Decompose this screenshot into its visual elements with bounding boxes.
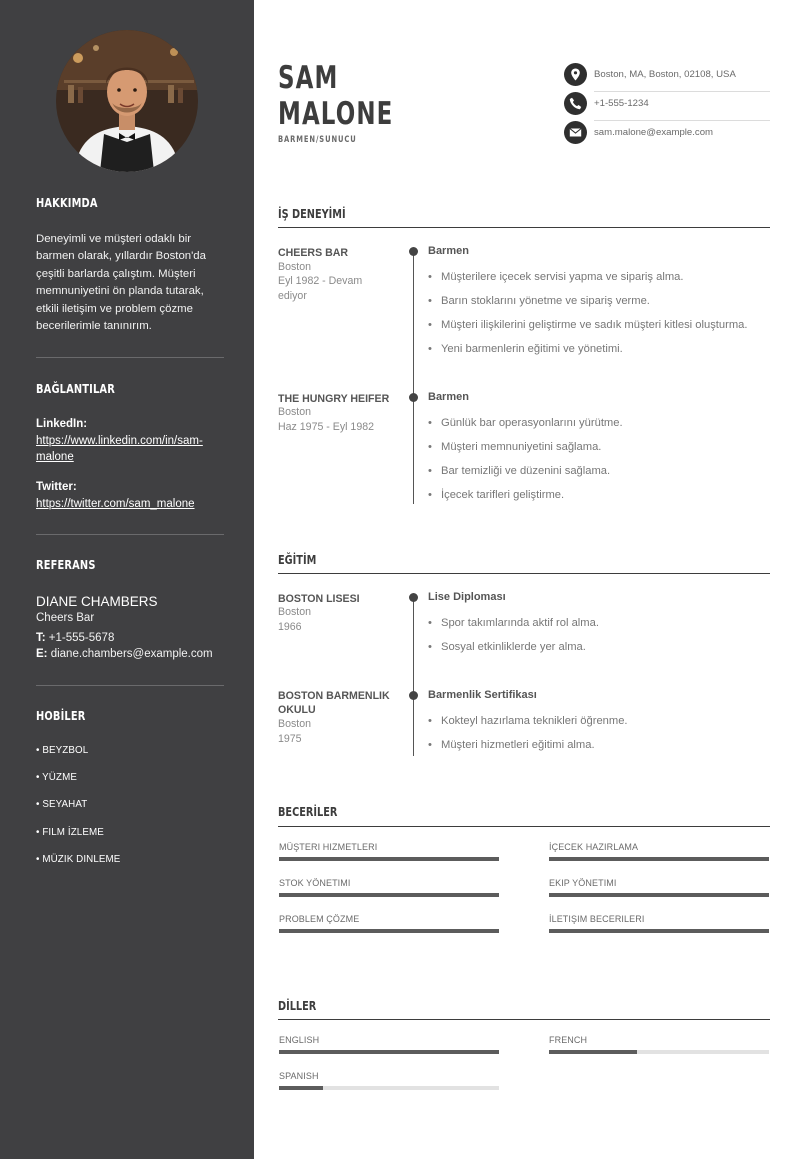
hobby-item: • YÜZME <box>36 772 77 783</box>
about-text: Deneyimli ve müşteri odaklı bir barmen olarak, yıllardır Boston'da çeşitli barlarda çalıştım. Müşteri memnuniyetini ön planda tutarak, etkili iletişim ve problem çözme becerilerimle tanınırım. <box>36 233 206 333</box>
timeline-dot <box>409 247 418 256</box>
language-bar <box>549 1050 769 1054</box>
hobby-item: • BEYZBOL <box>36 745 89 756</box>
employment-dates: Eyl 1982 - Devam ediyor <box>278 275 363 302</box>
language-bar <box>279 1050 499 1054</box>
first-name: SAM <box>278 60 339 96</box>
divider <box>36 534 224 535</box>
skill-label: MÜŞTERI HIZMETLERI <box>279 842 378 852</box>
hobbies-heading: HOBİLER <box>36 709 86 723</box>
language-bar-fill <box>279 1050 499 1054</box>
skill-label: STOK YÖNETIMI <box>279 878 351 888</box>
skills-heading: BECERİLER <box>278 804 338 819</box>
timeline-line <box>413 252 414 504</box>
school-location: Boston <box>278 606 311 618</box>
divider <box>36 357 224 358</box>
reference-phone: T: +1-555-5678 <box>36 632 115 644</box>
timeline-dot <box>409 593 418 602</box>
language-bar <box>279 1086 499 1090</box>
skill-bar <box>549 893 769 897</box>
education-heading: EĞİTİM <box>278 552 317 567</box>
profile-photo <box>56 30 198 172</box>
skill-label: EKIP YÖNETIMI <box>549 878 617 888</box>
skill-label: İLETIŞIM BECERILERI <box>549 914 645 924</box>
skill-bar <box>549 929 769 933</box>
bullet-item: • İçecek tarifleri geliştirme. <box>428 489 564 501</box>
twitter-label: Twitter: <box>36 481 77 493</box>
timeline-dot <box>409 691 418 700</box>
skill-bar <box>549 857 769 861</box>
school-dates: 1975 <box>278 733 302 745</box>
employment-dates: Haz 1975 - Eyl 1982 <box>278 421 374 433</box>
skill-bar-fill <box>549 893 769 897</box>
contact-email-text: sam.malone@example.com <box>594 127 714 138</box>
skill-bar <box>279 857 499 861</box>
hobby-item: • SEYAHAT <box>36 799 88 810</box>
hobby-item: • FILM İZLEME <box>36 827 104 838</box>
linkedin-label: LinkedIn: <box>36 418 88 430</box>
position-title: Barmen <box>428 245 469 257</box>
email-icon <box>564 121 587 144</box>
contact-location <box>564 62 770 91</box>
phone-icon <box>564 92 587 115</box>
language-bar-fill <box>549 1050 637 1054</box>
contact-phone-text: +1-555-1234 <box>594 98 649 109</box>
bullet-item: • Müşteri hizmetleri eğitimi alma. <box>428 739 595 751</box>
contact-email <box>564 120 770 149</box>
timeline-line <box>413 598 414 756</box>
links-heading: BAĞLANTILAR <box>36 382 115 396</box>
skill-label: İÇECEK HAZIRLAMA <box>549 842 639 852</box>
degree-title: Barmenlik Sertifikası <box>428 689 537 701</box>
school-location: Boston <box>278 718 311 730</box>
bullet-item: • Spor takımlarında aktif rol alma. <box>428 617 599 629</box>
divider <box>36 685 224 686</box>
timeline-dot <box>409 393 418 402</box>
bullet-item: • Bar temizliği ve düzenini sağlama. <box>428 465 610 477</box>
skill-bar <box>279 893 499 897</box>
bullet-item: • Müşterilere içecek servisi yapma ve sipariş alma. <box>428 271 683 283</box>
experience-heading: İŞ DENEYİMİ <box>278 206 346 221</box>
school-name: BOSTON LISESI <box>278 593 360 605</box>
reference-name: DIANE CHAMBERS <box>36 594 158 609</box>
language-label: FRENCH <box>549 1035 588 1045</box>
bullet-item: • Müşteri ilişkilerini geliştirme ve sadık müşteri kitlesi oluşturma. <box>428 319 748 331</box>
last-name: MALONE <box>278 96 394 132</box>
skill-bar-fill <box>279 929 499 933</box>
languages-heading: DİLLER <box>278 998 317 1013</box>
about-heading: HAKKIMDA <box>36 196 98 210</box>
linkedin-link[interactable]: https://www.linkedin.com/in/sam-malone <box>36 435 203 463</box>
language-label: SPANISH <box>279 1071 319 1081</box>
bullet-item: • Barın stoklarını yönetme ve sipariş verme. <box>428 295 650 307</box>
contact-location-text: Boston, MA, Boston, 02108, USA <box>594 69 736 80</box>
hobby-item: • MÜZIK DINLEME <box>36 854 121 865</box>
contact-phone <box>564 91 770 120</box>
section-divider <box>278 573 770 574</box>
language-label: ENGLISH <box>279 1035 320 1045</box>
bullet-item: • Sosyal etkinliklerde yer alma. <box>428 641 586 653</box>
employer-location: Boston <box>278 261 311 273</box>
skill-bar <box>279 929 499 933</box>
sidebar <box>0 0 254 1159</box>
job-role: BARMEN/SUNUCU <box>278 135 357 145</box>
degree-title: Lise Diploması <box>428 591 506 603</box>
position-title: Barmen <box>428 391 469 403</box>
location-icon <box>564 63 587 86</box>
skill-bar-fill <box>279 857 499 861</box>
bullet-item: • Yeni barmenlerin eğitimi ve yönetimi. <box>428 343 623 355</box>
language-bar-fill <box>279 1086 323 1090</box>
twitter-link[interactable]: https://twitter.com/sam_malone <box>36 498 195 510</box>
section-divider <box>278 1019 770 1020</box>
bullet-item: • Günlük bar operasyonlarını yürütme. <box>428 417 623 429</box>
employer-name: THE HUNGRY HEIFER <box>278 393 390 405</box>
skill-label: PROBLEM ÇÖZME <box>279 914 360 924</box>
employer-location: Boston <box>278 406 311 418</box>
reference-company: Cheers Bar <box>36 612 95 624</box>
employer-name: CHEERS BAR <box>278 247 349 259</box>
skill-bar-fill <box>549 929 769 933</box>
school-name: BOSTON BARMENLIK OKULU <box>278 690 390 716</box>
bullet-item: • Kokteyl hazırlama teknikleri öğrenme. <box>428 715 628 727</box>
school-dates: 1966 <box>278 621 302 633</box>
bullet-item: • Müşteri memnuniyetini sağlama. <box>428 441 601 453</box>
section-divider <box>278 227 770 228</box>
reference-heading: REFERANS <box>36 558 96 572</box>
reference-email: E: diane.chambers@example.com <box>36 648 213 660</box>
skill-bar-fill <box>549 857 769 861</box>
skill-bar-fill <box>279 893 499 897</box>
section-divider <box>278 826 770 827</box>
